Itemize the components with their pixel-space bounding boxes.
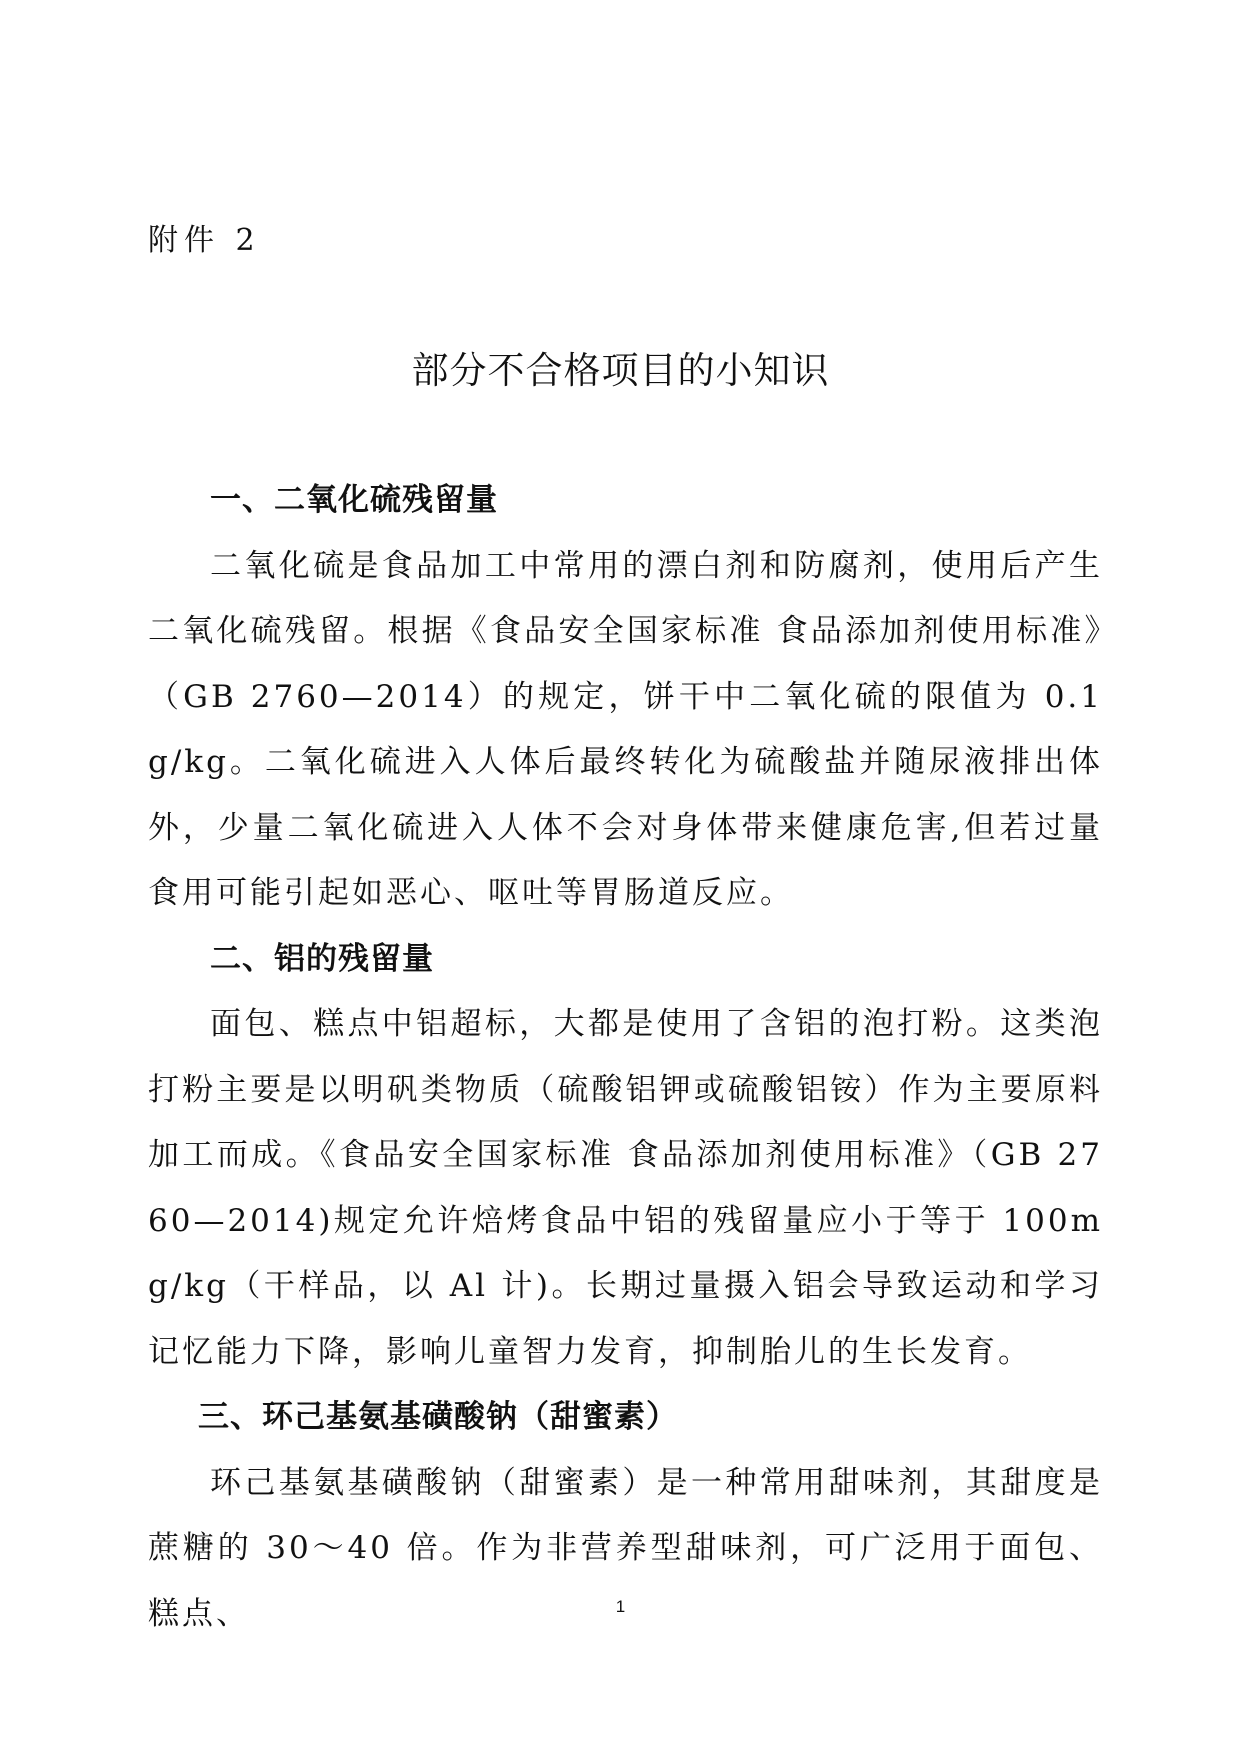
section-body-aluminum: 面包、糕点中铝超标，大都是使用了含铝的泡打粉。这类泡打粉主要是以明矾类物质（硫酸铝钾或硫酸铝铵）作为主要原料加工而成。《食品安全国家标准 食品添加剂使用标准》（GB 2760—2014)规定允许焙烤食品中铝的残留量应小于等于 100mg/kg（干样品，以 Al 计)。长期过量摄入铝会导致运动和学习记忆能力下降，影响儿童智力发育，抑制胎儿的生长发育。	[148, 1006, 1103, 1370]
document-body	[148, 468, 1103, 1647]
section-body-sulfur-dioxide: 二氧化硫是食品加工中常用的漂白剂和防腐剂，使用后产生二氧化硫残留。根据《食品安全国家标准 食品添加剂使用标准》（GB 2760—2014）的规定，饼干中二氧化硫的限值为 0.1g/kg。二氧化硫进入人体后最终转化为硫酸盐并随尿液排出体外，少量二氧化硫进入人体不会对身体带来健康危害,但若过量食用可能引起如恶心、呕吐等胃肠道反应。	[148, 547, 1103, 911]
section-body-cyclamate: 环己基氨基磺酸钠（甜蜜素）是一种常用甜味剂，其甜度是蔗糖的 30～40 倍。作为非营养型甜味剂，可广泛用于面包、糕点、	[148, 1464, 1103, 1632]
section-heading-aluminum: 二、铝的残留量	[210, 940, 434, 977]
attachment-label: 附件 2	[148, 223, 261, 258]
section-heading-sulfur-dioxide: 一、二氧化硫残留量	[210, 482, 498, 518]
page-number: 1	[615, 1597, 626, 1616]
page-title: 部分不合格项目的小知识	[411, 349, 830, 392]
section-heading-cyclamate: 三、环己基氨基磺酸钠（甜蜜素）	[198, 1399, 678, 1435]
